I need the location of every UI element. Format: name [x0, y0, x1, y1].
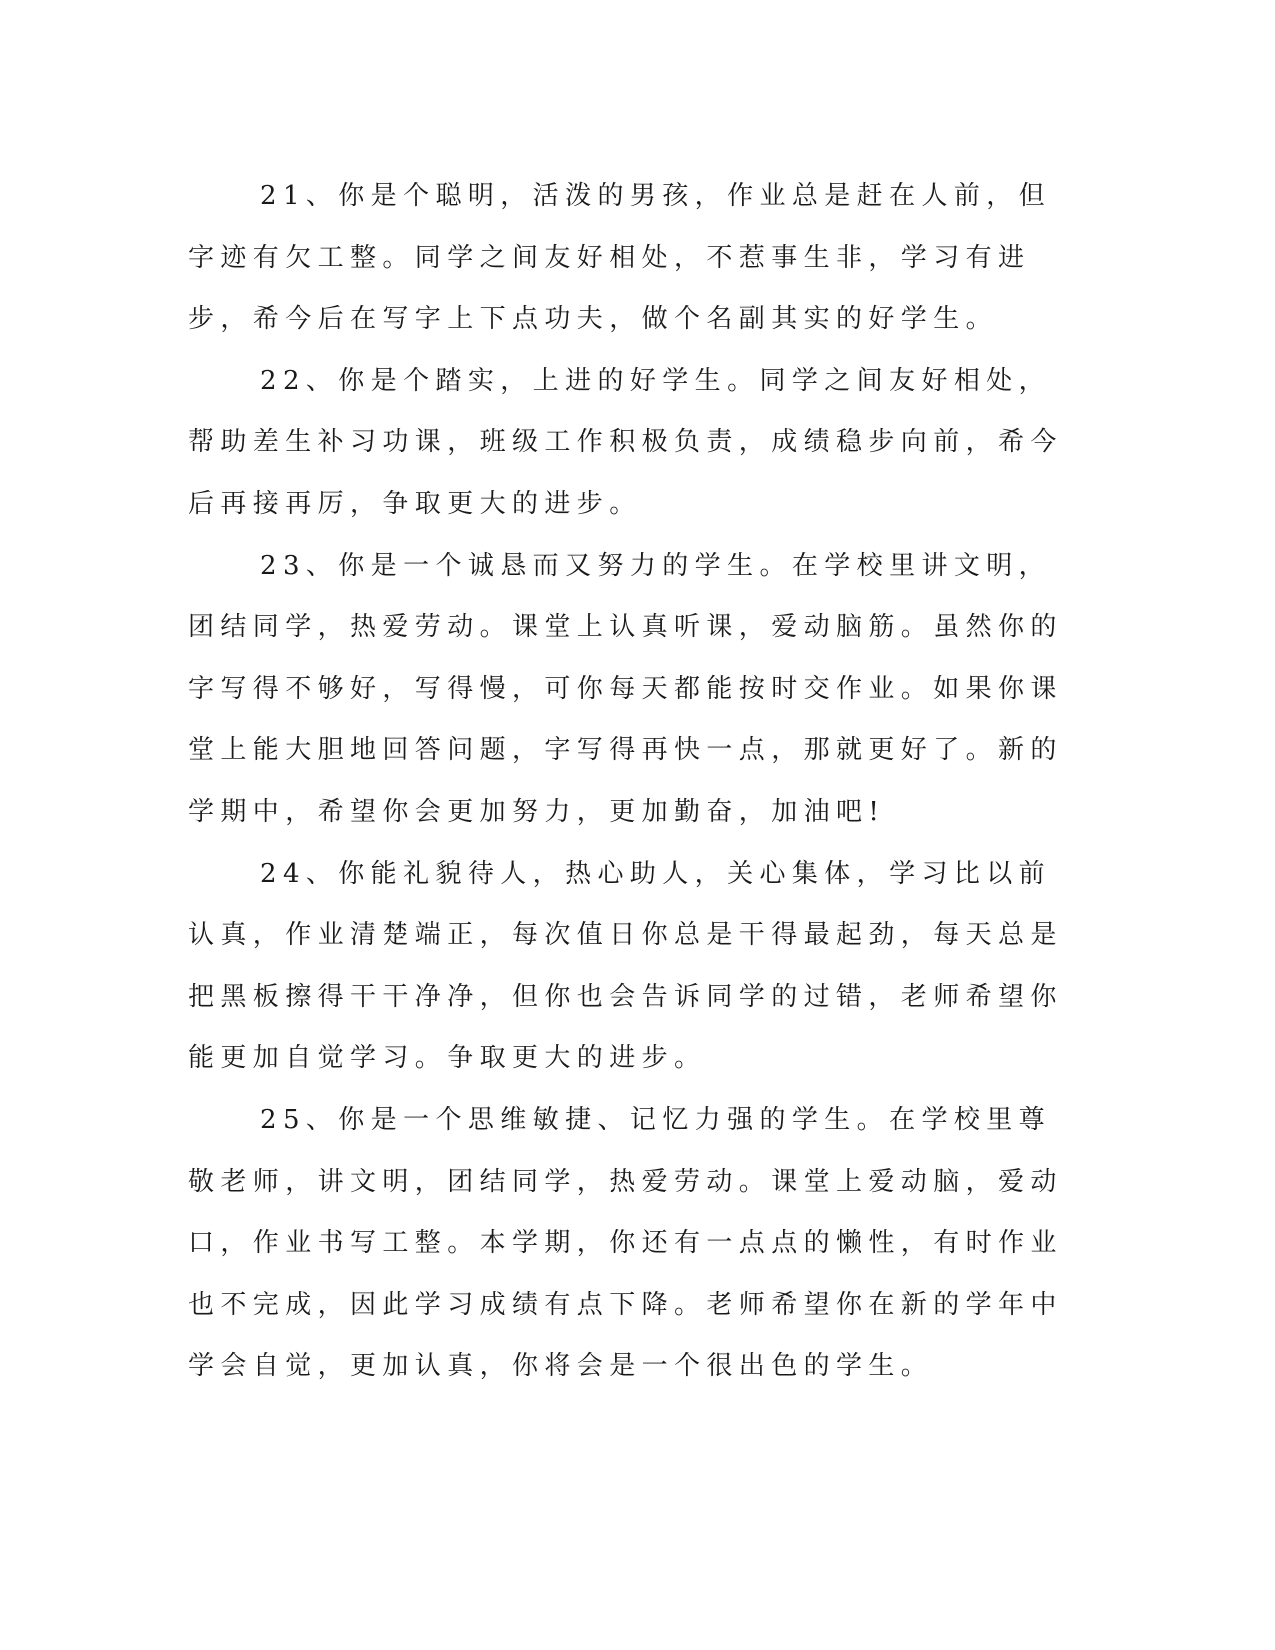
document-body: [188, 166, 1068, 1398]
comment-paragraph-21: 21、你是个聪明，活泼的男孩，作业总是赶在人前，但字迹有欠工整。同学之间友好相处，不惹事生非，学习有进步，希今后在写字上下点功夫，做个名副其实的好学生。: [188, 181, 1052, 335]
comment-paragraph-23: 23、你是一个诚恳而又努力的学生。在学校里讲文明，团结同学，热爱劳动。课堂上认真听课，爱动脑筋。虽然你的字写得不够好，写得慢，可你每天都能按时交作业。如果你课堂上能大胆地回答问题，字写得再快一点，那就更好了。新的学期中，希望你会更加努力，更加勤奋，加油吧!: [188, 550, 1063, 827]
comment-paragraph-25: 25、你是一个思维敏捷、记忆力强的学生。在学校里尊敬老师，讲文明，团结同学，热爱劳动。课堂上爱动脑，爱动口，作业书写工整。本学期，你还有一点点的懒性，有时作业也不完成，因此学习成绩有点下降。老师希望你在新的学年中学会自觉，更加认真，你将会是一个很出色的学生。: [188, 1104, 1063, 1382]
comment-paragraph-24: 24、你能礼貌待人，热心助人，关心集体，学习比以前认真，作业清楚端正，每次值日你总是干得最起劲，每天总是把黑板擦得干干净净，但你也会告诉同学的过错，老师希望你能更加自觉学习。争取更大的进步。: [188, 858, 1063, 1074]
comment-paragraph-22: 22、你是个踏实，上进的好学生。同学之间友好相处，帮助差生补习功课，班级工作积极负责，成绩稳步向前，希今后再接再厉，争取更大的进步。: [188, 365, 1063, 519]
